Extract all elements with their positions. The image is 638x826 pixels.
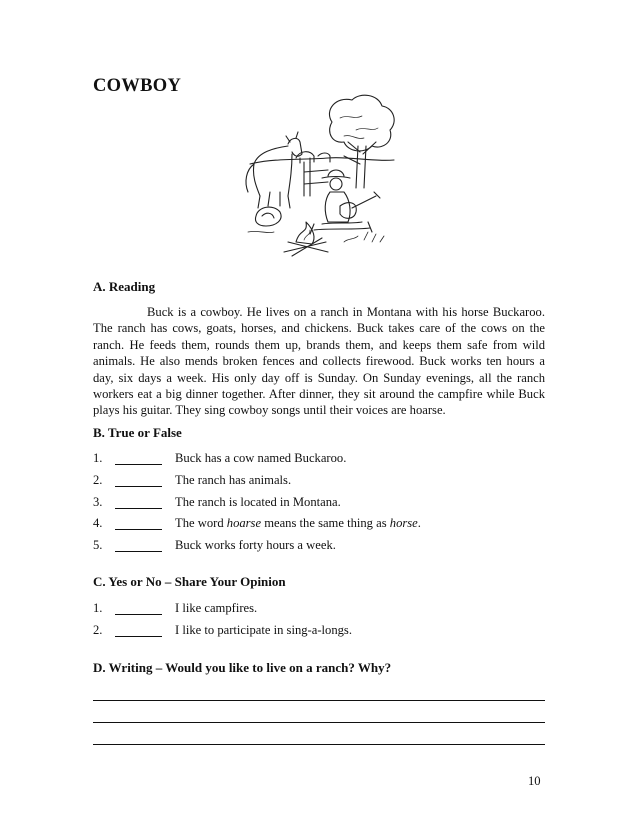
- true-false-item: [93, 473, 553, 491]
- answer-blank[interactable]: [115, 529, 162, 530]
- item-number: 4.: [93, 516, 103, 530]
- item-text: The ranch has animals.: [175, 473, 292, 487]
- answer-blank[interactable]: [115, 636, 162, 637]
- section-d-heading: D. Writing – Would you like to live on a ranch? Why?: [93, 660, 392, 675]
- true-false-item: [93, 516, 553, 534]
- item-text: The ranch is located in Montana.: [175, 495, 341, 509]
- section-b-heading: B. True or False: [93, 425, 182, 440]
- opinion-item: [93, 623, 553, 641]
- item-number: 5.: [93, 538, 103, 552]
- reading-paragraph: Buck is a cowboy. He lives on a ranch in Montana with his horse Buckaroo. The ranch has cows, goats, horses, and chickens. Buck takes care of the cows on the ranch. He feeds them, rounds them up, brands them, and keeps them safe from wild animals. He also mends broken fences and collects firewood. Buck works ten hours a day, six days a week. His only day off is Sunday. On Sunday evenings, all the ranch workers eat a big dinner together. After dinner, they sit around the campfire while Buck plays his guitar. They sing cowboy songs until their voices are hoarse.: [93, 305, 545, 418]
- item-text-part: means the same thing as: [261, 516, 390, 530]
- emphasized-word: hoarse: [226, 516, 262, 530]
- writing-line[interactable]: [93, 744, 545, 745]
- opinion-item: [93, 601, 553, 619]
- true-false-item: [93, 451, 553, 469]
- item-text: [175, 516, 421, 531]
- item-text: I like campfires.: [175, 601, 258, 615]
- item-number: 3.: [93, 495, 103, 509]
- item-number: 2.: [93, 623, 103, 637]
- emphasized-word: horse: [389, 516, 418, 530]
- item-number: 2.: [93, 473, 103, 487]
- answer-blank[interactable]: [115, 508, 162, 509]
- page-title: COWBOY: [93, 76, 182, 96]
- page-number: 10: [528, 774, 541, 788]
- answer-blank[interactable]: [115, 464, 162, 465]
- true-false-item: [93, 538, 553, 556]
- section-a-heading: A. Reading: [93, 279, 156, 294]
- answer-blank[interactable]: [115, 486, 162, 487]
- writing-line[interactable]: [93, 722, 545, 723]
- item-text: Buck has a cow named Buckaroo.: [175, 451, 347, 465]
- item-text: Buck works forty hours a week.: [175, 538, 336, 552]
- cowboy-campfire-illustration-icon: [244, 92, 402, 260]
- item-text-part: .: [417, 516, 421, 530]
- answer-blank[interactable]: [115, 551, 162, 552]
- item-number: 1.: [93, 451, 103, 465]
- section-c-heading: C. Yes or No – Share Your Opinion: [93, 574, 286, 589]
- item-text-part: The word: [175, 516, 227, 530]
- item-text: I like to participate in sing-a-longs.: [175, 623, 352, 637]
- item-number: 1.: [93, 601, 103, 615]
- writing-line[interactable]: [93, 700, 545, 701]
- answer-blank[interactable]: [115, 614, 162, 615]
- true-false-item: [93, 495, 553, 513]
